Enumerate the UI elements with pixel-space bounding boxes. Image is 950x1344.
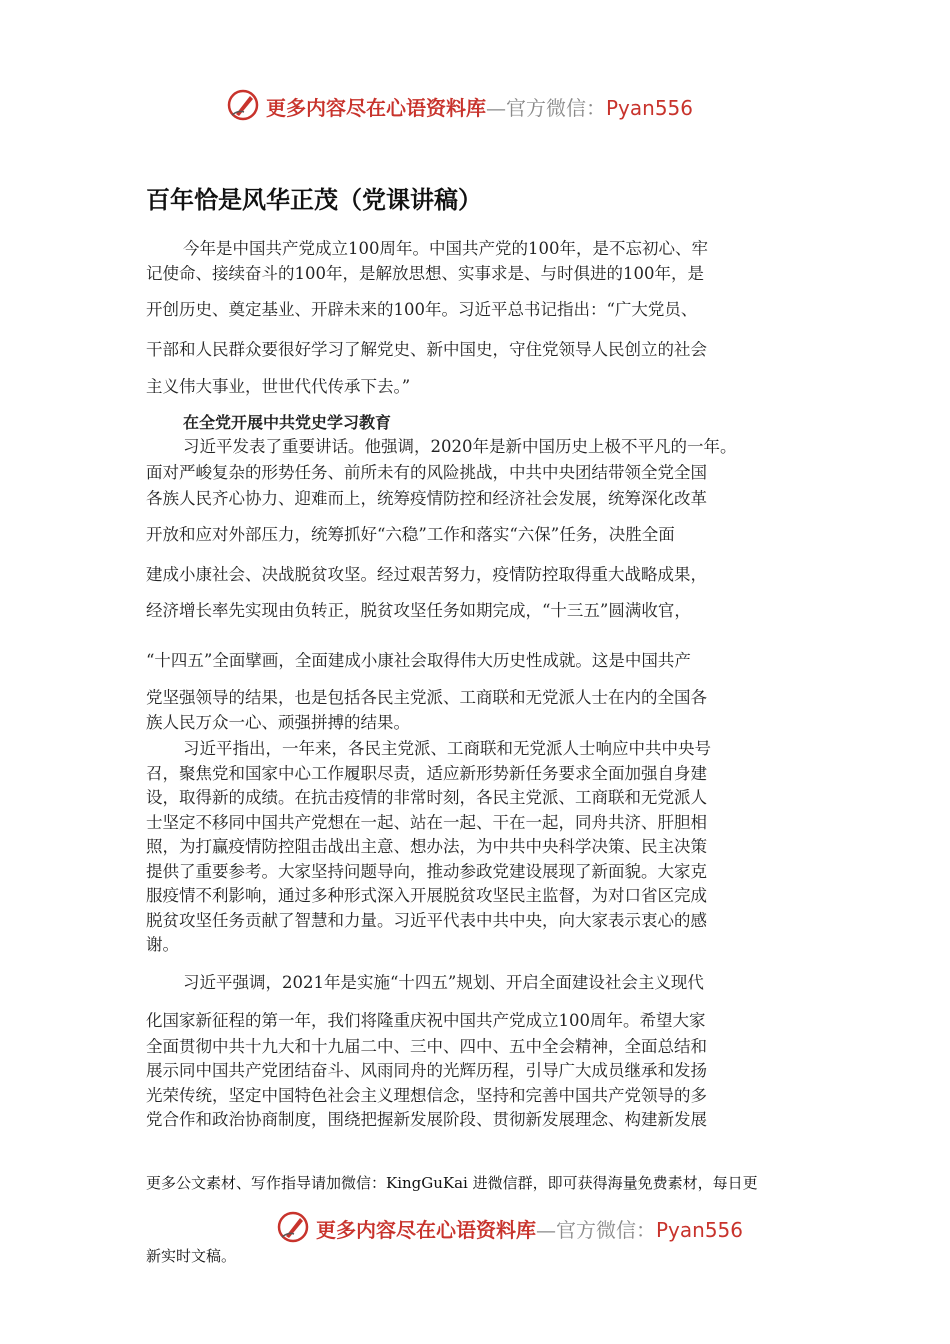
banner-wechat-id: Pyan556 xyxy=(606,96,694,120)
banner-wechat-id: Pyan556 xyxy=(656,1218,744,1242)
para1-line: 干部和人民群众要很好学习了解党史、新中国史，守住党领导人民创立的社会 xyxy=(146,340,707,359)
para2-line: 各族人民齐心协力、迎难而上，统筹疫情防控和经济社会发展，统筹深化改革 xyxy=(146,489,707,508)
para4-line: 全面贯彻中共十九大和十九届二中、三中、四中、五中全会精神，全面总结和 xyxy=(146,1037,707,1056)
section-heading: 在全党开展中共党史学习教育 xyxy=(183,413,392,432)
para3-line: 谢。 xyxy=(146,935,179,954)
para4-line: 展示同中国共产党团结奋斗、风雨同舟的光辉历程，引导广大成员继承和发扬 xyxy=(146,1061,707,1080)
para4-line: 党合作和政治协商制度，围绕把握新发展阶段、贯彻新发展理念、构建新发展 xyxy=(146,1110,707,1129)
page-title: 百年恰是风华正茂（党课讲稿） xyxy=(146,186,482,214)
para3-line: 提供了重要参考。大家坚持问题导向，推动参政党建设展现了新面貌。大家克 xyxy=(146,862,707,881)
para2-line: 面对严峻复杂的形势任务、前所未有的风险挑战，中共中央团结带领全党全国 xyxy=(146,463,707,482)
banner-dash: — xyxy=(486,96,506,120)
para2-line: 习近平发表了重要讲话。他强调，2020年是新中国历史上极不平凡的一年。 xyxy=(183,437,737,456)
para2-line: “十四五”全面擘画，全面建成小康社会取得伟大历史性成就。这是中国共产 xyxy=(146,651,691,670)
para4-line: 化国家新征程的第一年，我们将隆重庆祝中国共产党成立100周年。希望大家 xyxy=(146,1011,706,1030)
para2-line: 族人民万众一心、顽强拼搏的结果。 xyxy=(146,713,410,732)
footer-banner xyxy=(0,1208,950,1248)
para1-line: 今年是中国共产党成立100周年。中国共产党的100年，是不忘初心、牢 xyxy=(183,239,708,258)
pen-logo-icon xyxy=(276,1210,310,1244)
banner-main: 更多内容尽在心语资料库 xyxy=(316,1218,536,1242)
para4-line: 习近平强调，2021年是实施“十四五”规划、开启全面建设社会主义现代 xyxy=(183,973,704,992)
footer-text: 更多公文素材、写作指导请加微信：KingGuKai 进微信群，即可获得海量免费素材，每日更 xyxy=(146,1174,758,1192)
para3-line: 召，聚焦党和国家中心工作履职尽责，适应新形势新任务要求全面加强自身建 xyxy=(146,764,707,783)
para3-line: 脱贫攻坚任务贡献了智慧和力量。习近平代表中共中央，向大家表示衷心的感 xyxy=(146,911,707,930)
para3-line: 设，取得新的成绩。在抗击疫情的非常时刻，各民主党派、工商联和无党派人 xyxy=(146,788,707,807)
banner-text xyxy=(266,92,693,121)
para4-line: 光荣传统，坚定中国特色社会主义理想信念，坚持和完善中国共产党领导的多 xyxy=(146,1086,707,1105)
banner-label: 官方微信： xyxy=(556,1218,656,1242)
banner-text xyxy=(316,1214,743,1243)
banner-dash: — xyxy=(536,1218,556,1242)
para3-line: 习近平指出，一年来，各民主党派、工商联和无党派人士响应中共中央号 xyxy=(183,739,711,758)
footer-text-cont: 新实时文稿。 xyxy=(146,1247,237,1265)
banner-main: 更多内容尽在心语资料库 xyxy=(266,96,486,120)
banner-label: 官方微信： xyxy=(506,96,606,120)
para1-line: 记使命、接续奋斗的100年，是解放思想、实事求是、与时俱进的100年，是 xyxy=(146,264,704,283)
para3-line: 照，为打赢疫情防控阻击战出主意、想办法，为中共中央科学决策、民主决策 xyxy=(146,837,707,856)
para3-line: 士坚定不移同中国共产党想在一起、站在一起、干在一起，同舟共济、肝胆相 xyxy=(146,813,707,832)
para2-line: 党坚强领导的结果，也是包括各民主党派、工商联和无党派人士在内的全国各 xyxy=(146,688,707,707)
para1-line: 主义伟大事业，世世代代传承下去。” xyxy=(146,377,411,396)
header-banner xyxy=(0,86,950,126)
para2-line: 开放和应对外部压力，统筹抓好“六稳”工作和落实“六保”任务，决胜全面 xyxy=(146,525,675,544)
pen-logo-icon xyxy=(226,88,260,122)
para2-line: 经济增长率先实现由负转正，脱贫攻坚任务如期完成，“十三五”圆满收官， xyxy=(146,601,691,620)
para3-line: 服疫情不利影响，通过多种形式深入开展脱贫攻坚民主监督，为对口省区完成 xyxy=(146,886,707,905)
para2-line: 建成小康社会、决战脱贫攻坚。经过艰苦努力，疫情防控取得重大战略成果， xyxy=(146,565,707,584)
para1-line: 开创历史、奠定基业、开辟未来的100年。习近平总书记指出：“广大党员、 xyxy=(146,300,698,319)
